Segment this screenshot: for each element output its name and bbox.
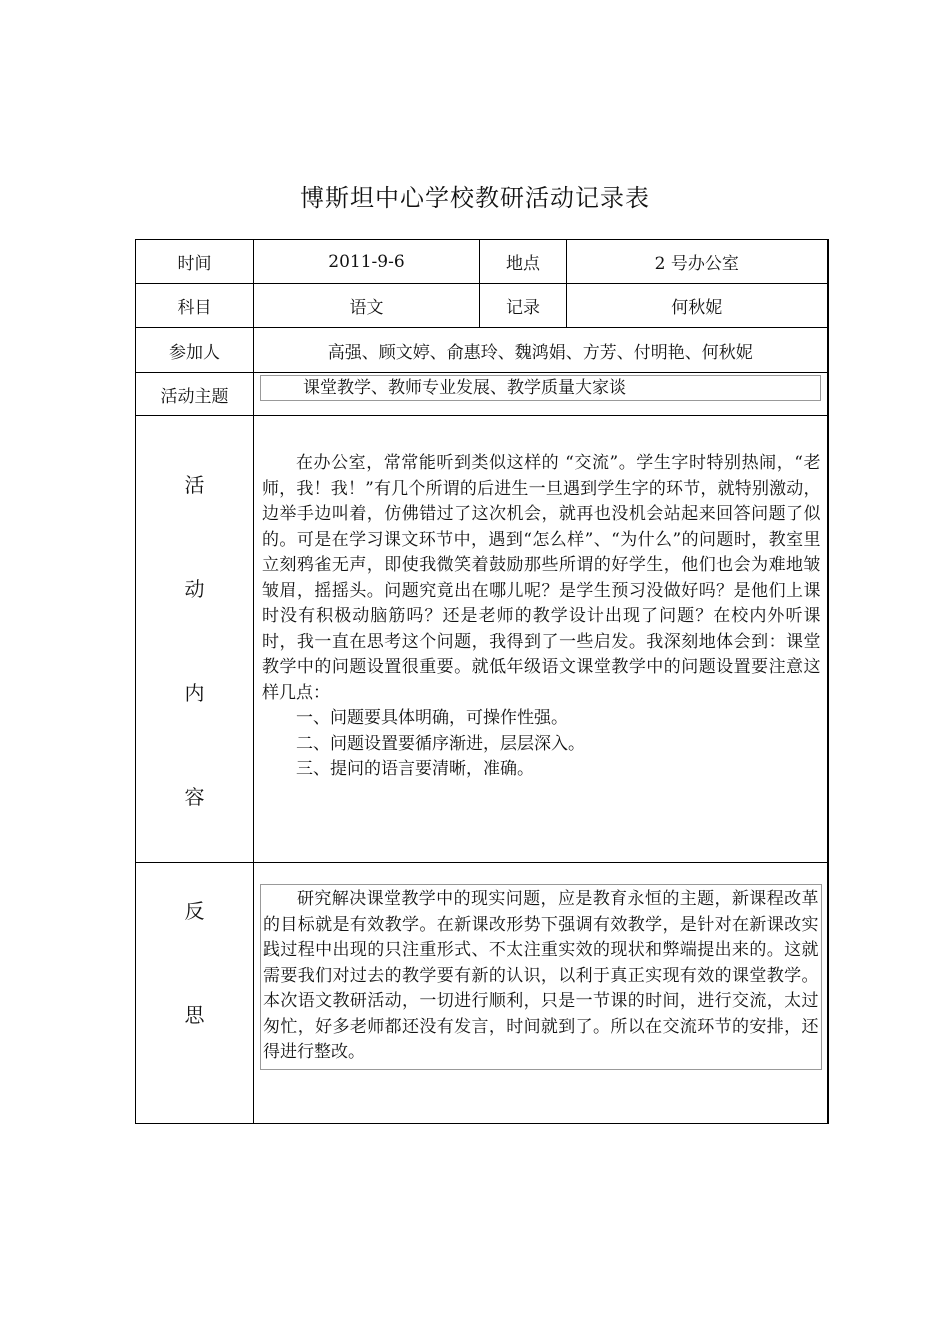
- content-row: [136, 416, 828, 863]
- record-table: [135, 239, 829, 1124]
- theme-value: 课堂教学、教师专业发展、教学质量大家谈: [260, 375, 821, 401]
- participants-label: 参加人: [136, 328, 254, 373]
- reflection-box: [260, 884, 822, 1070]
- subject-row: [136, 284, 828, 328]
- reflection-cell: [254, 863, 828, 1124]
- content-label-char: 内: [184, 680, 205, 705]
- content-body: [254, 451, 827, 783]
- participants-value: 高强、顾文婷、俞惠玲、魏鸿娟、方芳、付明艳、何秋妮: [254, 328, 828, 373]
- time-label: 时间: [136, 240, 254, 284]
- place-label: 地点: [480, 240, 567, 284]
- reflection-label-char: 反: [184, 898, 205, 923]
- reflection-label-char: 思: [184, 1002, 205, 1027]
- content-paragraph: 在办公室，常常能听到类似这样的 “交流”。学生字时特别热闹，“老师，我！我！”有几个所谓的后进生一旦遇到学生字的环节，就特别激动，边举手边叫着，仿佛错过了这次机会，就再也没机会站起来回答问题了似的。可是在学习课文环节中，遇到“怎么样”、“为什么”的问题时，教室里立刻鸦雀无声，即使我微笑着鼓励那些所谓的好学生，他们也会为难地皱皱眉，摇摇头。问题究竟出在哪儿呢？是学生预习没做好吗？是他们上课时没有积极动脑筋吗？还是老师的教学设计出现了问题？在校内外听课时，我一直在思考这个问题，我得到了一些启发。我深刻地体会到：课堂教学中的问题设置很重要。就低年级语文课堂教学中的问题设置要注意这样几点：: [262, 453, 821, 703]
- subject-value: 语文: [254, 284, 480, 328]
- content-label-char: 容: [184, 784, 205, 809]
- content-point: 一、问题要具体明确，可操作性强。: [296, 708, 568, 729]
- content-cell: [254, 416, 828, 863]
- recorder-value: 何秋妮: [567, 284, 828, 328]
- content-label: [136, 416, 254, 863]
- place-value: 2 号办公室: [567, 240, 828, 284]
- recorder-label: 记录: [480, 284, 567, 328]
- content-point: 三、提问的语言要清晰，准确。: [296, 759, 534, 780]
- time-row: [136, 240, 828, 284]
- theme-row: [136, 373, 828, 416]
- page-title: 博斯坦中心学校教研活动记录表: [300, 184, 650, 212]
- content-label-char: 动: [184, 576, 205, 601]
- subject-label: 科目: [136, 284, 254, 328]
- reflection-label: [136, 863, 254, 1124]
- time-value: 2011-9-6: [254, 240, 480, 284]
- reflection-text: 研究解决课堂教学中的现实问题，应是教育永恒的主题，新课程改革的目标就是有效教学。在新课改形势下强调有效教学，是针对在新课改实践过程中出现的只注重形式、不太注重实效的现状和弊端提出来的。这就需要我们对过去的教学要有新的认识，以利于真正实现有效的课堂教学。本次语文教研活动，一切进行顺利，只是一节课的时间，进行交流，太过匆忙，好多老师都还没有发言，时间就到了。所以在交流环节的安排，还得进行整改。: [263, 889, 819, 1062]
- theme-label: 活动主题: [136, 373, 254, 416]
- content-label-char: 活: [184, 472, 205, 497]
- theme-cell: [254, 373, 828, 416]
- reflection-row: [136, 863, 828, 1124]
- participants-row: [136, 328, 828, 373]
- content-point: 二、问题设置要循序渐进，层层深入。: [296, 733, 585, 754]
